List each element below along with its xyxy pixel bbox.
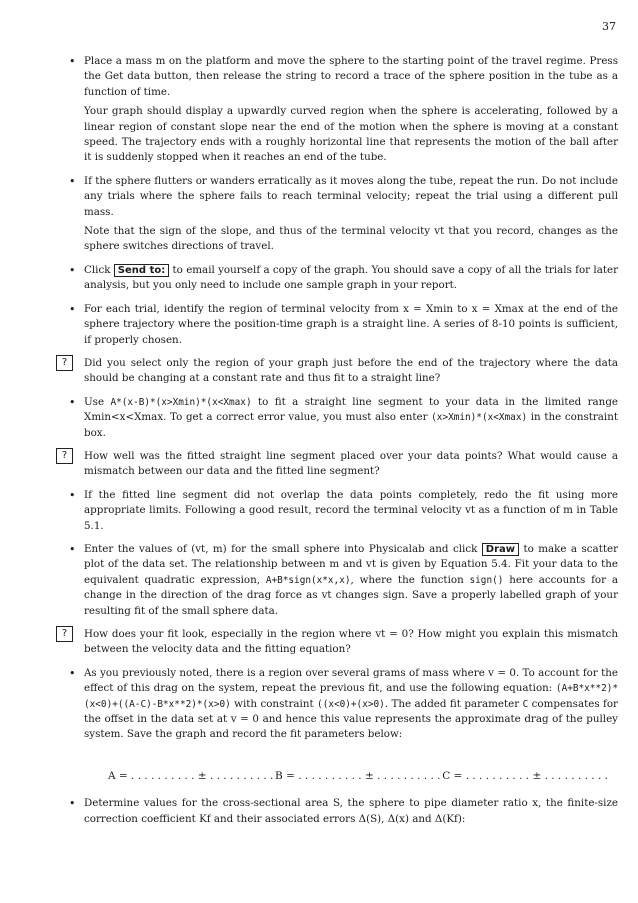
list-item [69, 395, 619, 441]
step-get-data-note: Your graph should display a upwardly curved region when the sphere is accelerating, followed by a linear region of constant slope near the end of the motion when the sphere is moving at a constant speed. The trajectory ends with a roughly horizontal line that represents the motion of the ball after it is suddenly stopped when it reaches an end of the tube. [84, 105, 618, 164]
step-fit-line-pre: Use [84, 395, 105, 408]
question-item [61, 449, 618, 480]
step-flutter-note: Note that the sign of the slope, and thus of the terminal velocity vt that you record, changes as the sphere switches directions of travel. [84, 225, 618, 253]
fit-line-expression: A*(x-B)*(x>Xmin)*(x<Xmax) [110, 396, 252, 408]
draw-button: Draw [482, 543, 519, 556]
fit-parameters-row [108, 769, 608, 784]
drag-fit-expression: (A+B*x**2)*(x<0)+((A-C)-B*x**2)*(x>0) [84, 683, 619, 710]
question-mark-icon: ? [56, 626, 73, 642]
step-drag-fit-post: compensates for the offset in the data set at v = 0 and hence this value represents the approximate drag of the pulley system. Save the graph and record the fit parameters below: [84, 697, 618, 741]
constraint-expression: (x>Xmin)*(x<Xmax) [431, 412, 528, 424]
step-fit-line [84, 395, 618, 441]
list-item [69, 174, 618, 255]
fit-param-a: A = . . . . . . . . . . ± . . . . . . . . . . [108, 769, 274, 782]
bullet-icon: • [69, 55, 76, 68]
question-mark-icon: ? [56, 355, 73, 371]
question-mark-icon: ? [56, 448, 73, 464]
step-terminal-region: For each trial, identify the region of terminal velocity from x = Xmin to x = Xmax at the end of the sphere trajectory where the position-time graph is a straight line. A series of 8-10 points is sufficient, if properly chosen. [84, 302, 618, 346]
step-draw-post: here accounts for a change in the direction of the drag force as vt changes sign. Save a properly labelled graph of your resulting fit of the small sphere data. [84, 573, 618, 617]
step-fit-line-post: in the constraint box. [84, 411, 618, 439]
list-item [69, 54, 618, 166]
bullet-icon: • [69, 302, 76, 316]
list-item [69, 666, 619, 743]
bullet-icon: • [69, 395, 76, 409]
sign-function: sign() [469, 574, 504, 586]
step-send-to [84, 263, 618, 294]
param-c-code: C [522, 698, 529, 710]
question-item [61, 356, 618, 387]
bullet-icon: • [69, 488, 76, 502]
step-draw-mid2: , where the function [350, 573, 464, 586]
step-send-to-pre: Click [84, 263, 111, 276]
step-drag-fit-pre: As you previously noted, there is a region over several grams of mass where v = 0. To account for the effect of this drag on the system, repeat the previous fit, and use the following equation: [84, 666, 618, 695]
question-fit-mismatch: How does your fit look, especially in the region where vt = 0? How might you explain this mismatch between the velocity data and the fitting equation? [84, 628, 618, 656]
quadratic-expression: A+B*sign(x*x,x) [265, 574, 351, 586]
bullet-icon: • [69, 666, 76, 680]
fit-param-b: B = . . . . . . . . . . ± . . . . . . . . . . [275, 769, 441, 782]
step-determine-values: Determine values for the cross-sectional area S, the sphere to pipe diameter ratio x, the finite-size correction coefficient Kf and their associated errors Δ(S), Δ(x) and Δ(Kf): [84, 797, 618, 825]
step-drag-fit-mid2: . The added fit parameter [384, 697, 520, 710]
bullet-icon: • [69, 263, 76, 277]
step-drag-fit-mid: with constraint [234, 697, 314, 710]
step-draw-mid: to make a scatter plot of the data set. The relationship between m and vt is given by Equation 5.4. Fit your data to the equivalent quadratic expression, [84, 542, 618, 586]
step-flutter: If the sphere flutters or wanders erratically as it moves along the tube, repeat the run. Do not include any trials where the sphere fails to reach terminal velocity; repeat the trial using a different pull mass. [84, 174, 618, 218]
bullet-icon: • [69, 174, 76, 188]
list-item [69, 796, 618, 827]
list-item [69, 302, 618, 348]
list-item [69, 542, 618, 619]
step-drag-fit [84, 666, 618, 743]
list-item [69, 263, 618, 294]
question-fit-quality: How well was the fitted straight line segment placed over your data points? What would cause a mismatch between our data and the fitted line segment? [84, 449, 618, 478]
instructions-body [61, 54, 619, 835]
step-get-data: Place a mass m on the platform and move the sphere to the starting point of the travel regime. Press the Get data button, then release the string to record a trace of the sphere position in the tube as a function of time. [84, 55, 618, 98]
bullet-icon: • [69, 797, 76, 811]
step-draw-pre: Enter the values of (vt, m) for the small sphere into Physicalab and click [84, 542, 478, 555]
drag-constraint-expression: ((x<0)+(x>0) [317, 698, 385, 710]
question-item [61, 627, 618, 658]
step-refit: If the fitted line segment did not overlap the data points completely, redo the fit using more appropriate limits. Following a good result, record the terminal velocity vt as a function of m in Table 5.1. [84, 488, 618, 532]
page-number: 37 [602, 20, 616, 33]
send-to-button: Send to: [114, 264, 169, 277]
step-send-to-post: to email yourself a copy of the graph. You should save a copy of all the trials for later analysis, but you only need to include one sample graph in your report. [84, 263, 618, 292]
step-fit-line-mid: to fit a straight line segment to your data in the limited range Xmin<x<Xmax. To get a correct error value, you must also enter [84, 395, 619, 424]
question-region: Did you select only the region of your graph just before the end of the trajectory where the data should be changing at a constant rate and thus fit to a straight line? [84, 356, 618, 385]
step-draw [84, 542, 618, 619]
bullet-icon: • [69, 542, 76, 556]
list-item [69, 488, 618, 534]
fit-param-c: C = . . . . . . . . . . ± . . . . . . . . . . [442, 769, 608, 782]
